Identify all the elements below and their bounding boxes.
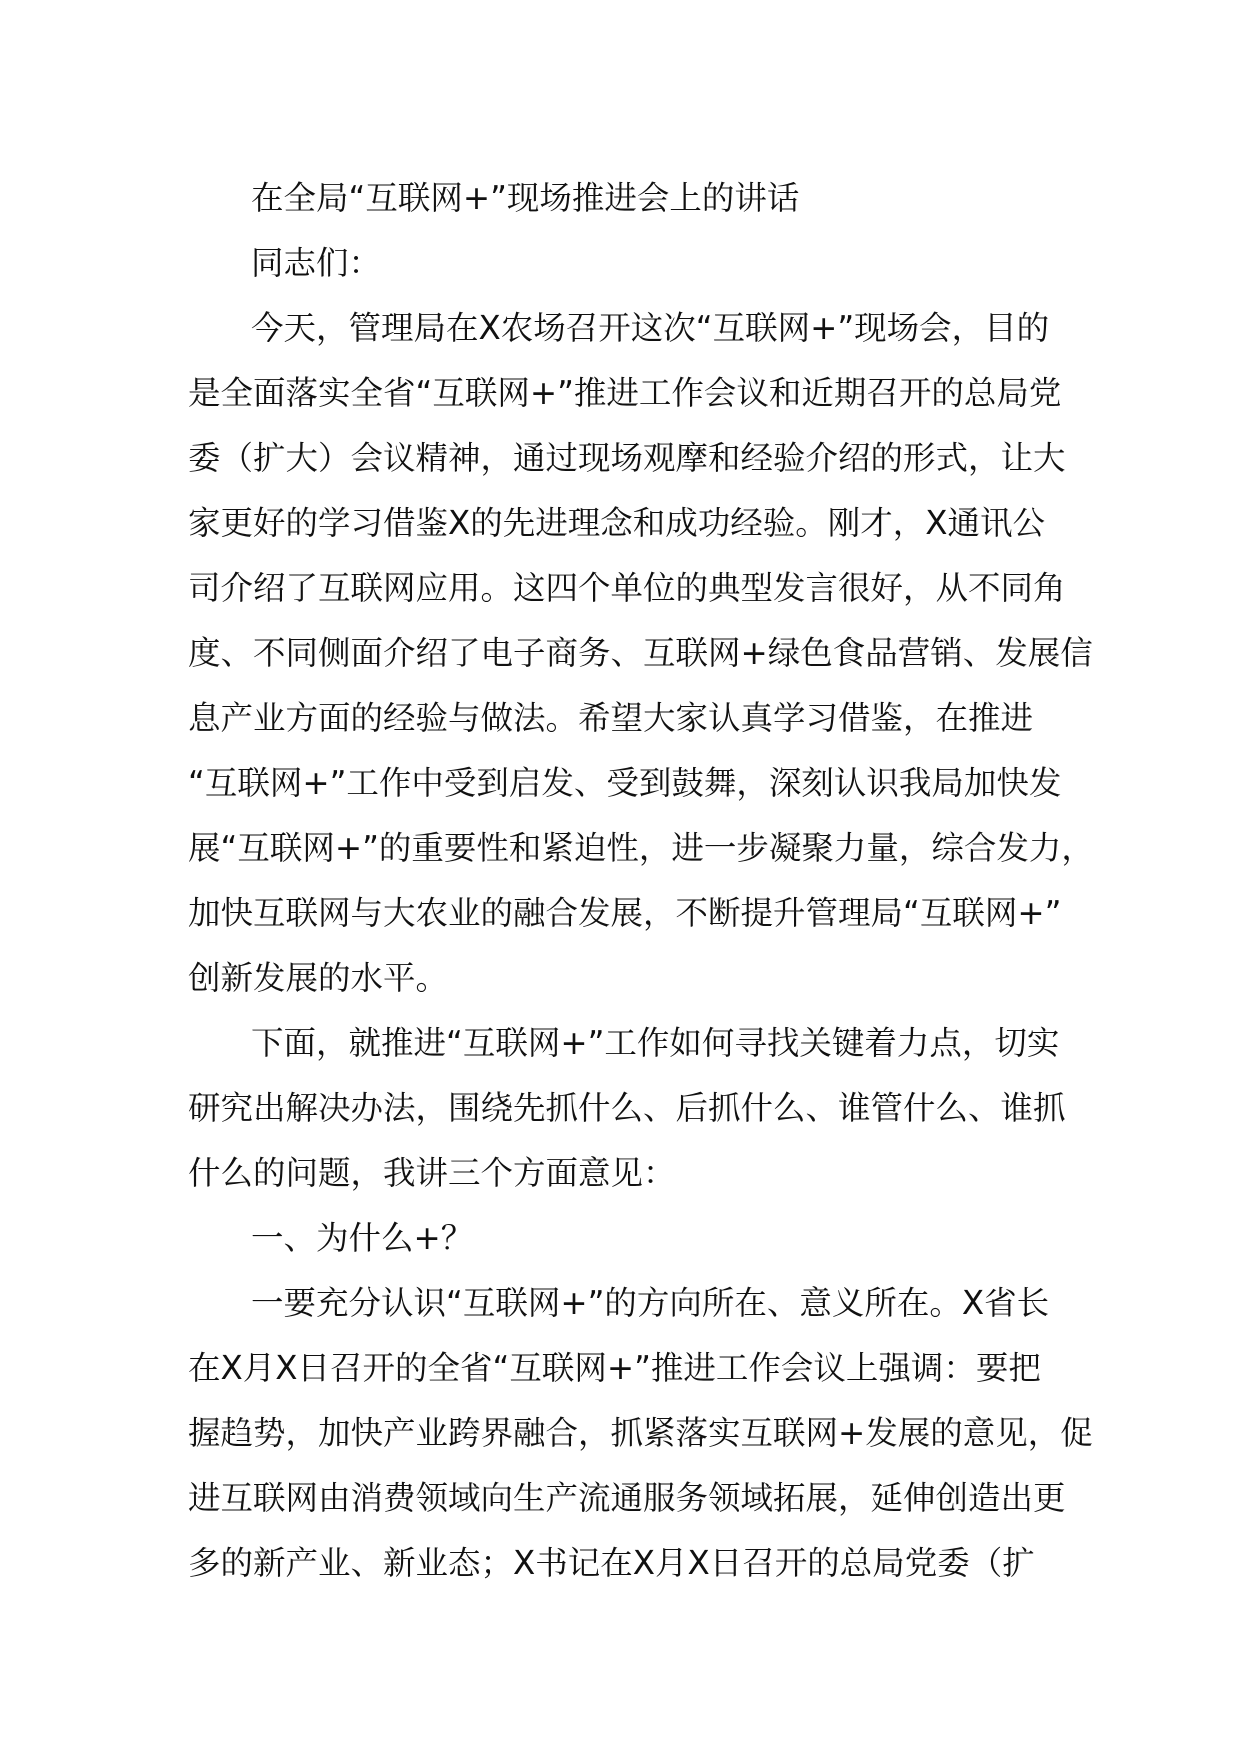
paragraph-line: 在X月X日召开的全省“互联网+”推进工作会议上强调：要把 <box>188 1349 1041 1387</box>
paragraph-line: 加快互联网与大农业的融合发展，不断提升管理局“互联网+” <box>188 894 1062 932</box>
paragraph-line: 研究出解决办法，围绕先抓什么、后抓什么、谁管什么、谁抓 <box>188 1089 1066 1127</box>
paragraph-line: 握趋势，加快产业跨界融合，抓紧落实互联网+发展的意见，促 <box>188 1414 1093 1452</box>
heading-line: 一、为什么+？ <box>251 1219 474 1257</box>
salutation <box>188 231 1068 296</box>
title-line: 在全局“互联网+”现场推进会上的讲话 <box>251 179 800 217</box>
paragraph-line: 是全面落实全省“互联网+”推进工作会议和近期召开的总局党 <box>188 374 1062 412</box>
paragraph-line: 进互联网由消费领域向生产流通服务领域拓展，延伸创造出更 <box>188 1479 1066 1517</box>
paragraph-line: 司介绍了互联网应用。这四个单位的典型发言很好，从不同角 <box>188 569 1066 607</box>
paragraph-line: 创新发展的水平。 <box>188 959 449 997</box>
paragraph-line: 什么的问题，我讲三个方面意见： <box>188 1154 676 1192</box>
paragraph-line: “互联网+”工作中受到启发、受到鼓舞，深刻认识我局加快发 <box>188 764 1062 802</box>
paragraph-line: 息产业方面的经验与做法。希望大家认真学习借鉴，在推进 <box>188 699 1034 737</box>
paragraph-line: 度、不同侧面介绍了电子商务、互联网+绿色食品营销、发展信 <box>188 634 1093 672</box>
paragraph-line: 多的新产业、新业态；X书记在X月X日召开的总局党委（扩 <box>188 1544 1035 1582</box>
document-body <box>188 166 1094 1596</box>
paragraph-line: 下面，就推进“互联网+”工作如何寻找关键着力点，切实 <box>251 1024 1060 1062</box>
paragraph-section-1 <box>188 1271 1093 1596</box>
paragraph-outline <box>188 1011 1068 1206</box>
paragraph-line: 委（扩大）会议精神，通过现场观摩和经验介绍的形式，让大 <box>188 439 1066 477</box>
salutation-line: 同志们： <box>251 244 382 282</box>
section-heading-1 <box>188 1206 1068 1271</box>
paragraph-line: 一要充分认识“互联网+”的方向所在、意义所在。X省长 <box>251 1284 1050 1322</box>
paragraph-line: 家更好的学习借鉴X的先进理念和成功经验。刚才，X通讯公 <box>188 504 1046 542</box>
document-title <box>188 166 1068 231</box>
paragraph-line: 展“互联网+”的重要性和紧迫性，进一步凝聚力量，综合发力， <box>188 829 1094 867</box>
paragraph-line: 今天，管理局在X农场召开这次“互联网+”现场会，目的 <box>251 309 1050 347</box>
paragraph-opening <box>188 296 1094 1011</box>
